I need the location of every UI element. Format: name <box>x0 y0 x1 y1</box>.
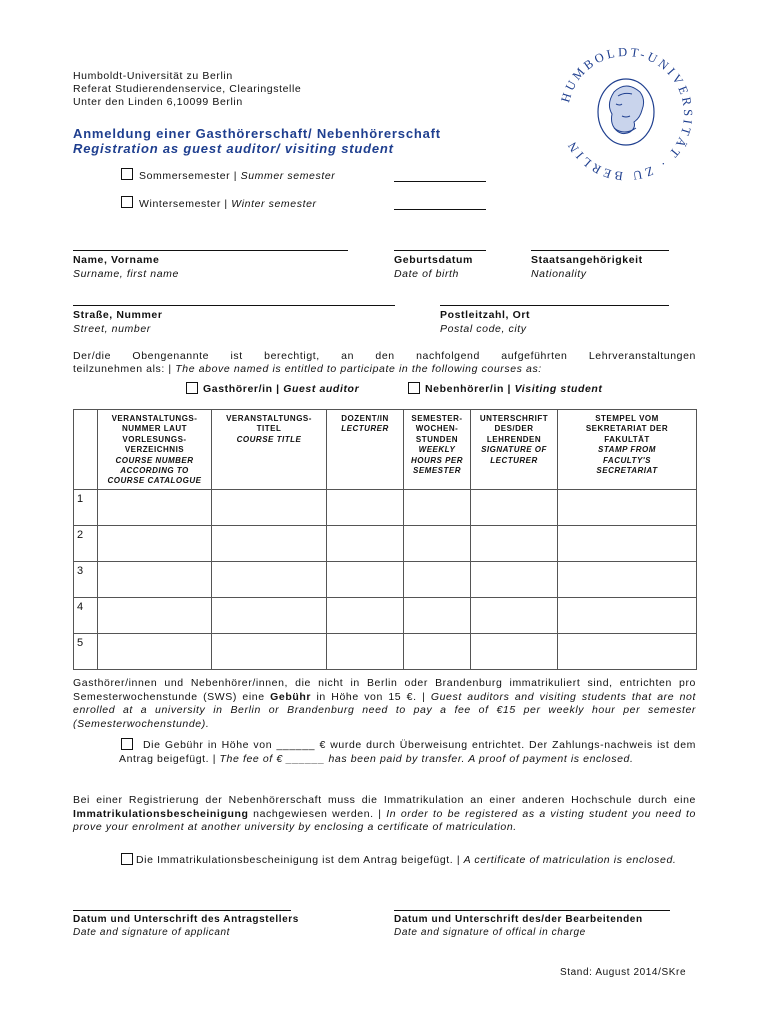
course-title-cell[interactable] <box>212 598 327 634</box>
faculty-stamp-cell[interactable] <box>558 598 697 634</box>
nationality-label-de: Staatsangehörigkeit <box>531 254 643 266</box>
address-line-1: Humboldt-Universität zu Berlin <box>73 70 233 82</box>
official-signature-line[interactable] <box>394 910 670 911</box>
course-number-cell[interactable] <box>98 526 212 562</box>
fee-paid-label: Die Gebühr in Höhe von ______ € wurde durch Überweisung entrichtet. Der Zahlungs-nachweis ist dem Antrag beigefügt. | The fee of € ______ has been paid by transfer. A proof of payment is enclosed. <box>119 739 696 765</box>
street-label-de: Straße, Nummer <box>73 309 163 321</box>
postal-label-en: Postal code, city <box>440 323 527 335</box>
guest-auditor-checkbox[interactable] <box>186 382 198 394</box>
faculty-stamp-cell[interactable] <box>558 634 697 670</box>
table-header-course-number: VERANSTALTUNGS- NUMMER LAUT VORLESUNGS- VERZEICHNIS COURSE NUMBER ACCORDING TO COURSE CATALOGUE <box>98 410 212 490</box>
lecturer-signature-cell[interactable] <box>471 490 558 526</box>
postal-field[interactable] <box>440 305 669 306</box>
lecturer-signature-cell[interactable] <box>471 598 558 634</box>
courses-table <box>73 409 697 670</box>
name-field[interactable] <box>73 250 348 251</box>
visiting-student-checkbox[interactable] <box>408 382 420 394</box>
street-label-en: Street, number <box>73 323 151 335</box>
faculty-stamp-cell[interactable] <box>558 526 697 562</box>
svg-text:HUMBOLDT-UNIVERSITÄT · ZU BERL: HUMBOLDT-UNIVERSITÄT · ZU BERLIN <box>558 44 696 184</box>
address-line-3: Unter den Linden 6,10099 Berlin <box>73 96 243 108</box>
table-header-lecturer-signature: UNTERSCHRIFT DES/DER LEHRENDEN SIGNATURE OF LECTURER <box>471 410 558 490</box>
lecturer-cell[interactable] <box>327 634 404 670</box>
faculty-stamp-cell[interactable] <box>558 562 697 598</box>
matriculation-paragraph: Bei einer Registrierung der Nebenhörerschaft muss die Immatrikulation an einer anderen Hochschule durch eine Immatrikulationsbescheinigung nachgewiesen werden. | In order to be registered as a visting student you need to prove your enrolment at another university by enclosing a certificate of matriculation. <box>73 794 696 834</box>
visiting-student-label: Nebenhörer/in | Visiting student <box>425 383 603 395</box>
table-header-row <box>74 410 697 490</box>
table-header-weekly-hours: SEMESTER- WOCHEN- STUNDEN WEEKLY HOURS PER SEMESTER <box>404 410 471 490</box>
street-field[interactable] <box>73 305 395 306</box>
nationality-label-en: Nationality <box>531 268 587 280</box>
winter-semester-checkbox[interactable] <box>121 196 133 208</box>
row-number: 4 <box>74 598 98 634</box>
course-title-cell[interactable] <box>212 526 327 562</box>
weekly-hours-cell[interactable] <box>404 490 471 526</box>
table-row <box>74 634 697 670</box>
course-number-cell[interactable] <box>98 490 212 526</box>
row-number: 3 <box>74 562 98 598</box>
guest-auditor-label: Gasthörer/in | Guest auditor <box>203 383 360 395</box>
address-line-2: Referat Studierendenservice, Clearingstelle <box>73 83 302 95</box>
lecturer-cell[interactable] <box>327 598 404 634</box>
weekly-hours-cell[interactable] <box>404 598 471 634</box>
winter-semester-line[interactable] <box>394 209 486 210</box>
table-row <box>74 526 697 562</box>
official-signature-label-de: Datum und Unterschrift des/der Bearbeitenden <box>394 914 643 925</box>
postal-label-de: Postleitzahl, Ort <box>440 309 531 321</box>
table-row <box>74 490 697 526</box>
fee-paragraph: Gasthörer/innen und Nebenhörer/innen, die nicht in Berlin oder Brandenburg immatrikuliert sind, entrichten pro Semesterwochenstunde (SWS) eine Gebühr in Höhe von 15 €. | Guest auditors and visiting students that are not enrolled at a university in Berlin or Brandenburg need to pay a fee of €15 per weekly hour per semester (Semesterwochenstunde). <box>73 677 696 730</box>
official-signature-label-en: Date and signature of offical in charge <box>394 927 586 938</box>
course-number-cell[interactable] <box>98 562 212 598</box>
summer-semester-label: Sommersemester | Summer semester <box>139 170 336 182</box>
entitled-line-1: Der/die Obengenannte ist berechtigt, an den nachfolgend aufgeführten Lehrveranstaltungen <box>73 350 696 362</box>
nationality-field[interactable] <box>531 250 669 251</box>
course-title-cell[interactable] <box>212 490 327 526</box>
summer-semester-line[interactable] <box>394 181 486 182</box>
birthdate-label-en: Date of birth <box>394 268 459 280</box>
winter-semester-label: Wintersemester | Winter semester <box>139 198 317 210</box>
name-label-en: Surname, first name <box>73 268 179 280</box>
applicant-signature-label-de: Datum und Unterschrift des Antragstellers <box>73 914 299 925</box>
university-seal-logo <box>556 44 696 184</box>
course-number-cell[interactable] <box>98 634 212 670</box>
row-number: 1 <box>74 490 98 526</box>
table-header-lecturer: DOZENT/IN LECTURER <box>327 410 404 490</box>
form-title-de: Anmeldung einer Gasthörerschaft/ Nebenhörerschaft <box>73 126 441 141</box>
course-title-cell[interactable] <box>212 634 327 670</box>
weekly-hours-cell[interactable] <box>404 526 471 562</box>
table-header-faculty-stamp: STEMPEL VOM SEKRETARIAT DER FAKULTÄT STAMP FROM FACULTY'S SECRETARIAT <box>558 410 697 490</box>
course-number-cell[interactable] <box>98 598 212 634</box>
summer-semester-checkbox[interactable] <box>121 168 133 180</box>
lecturer-signature-cell[interactable] <box>471 634 558 670</box>
birthdate-label-de: Geburtsdatum <box>394 254 473 266</box>
matriculation-enclosed-label: Die Immatrikulationsbescheinigung ist dem Antrag beigefügt. | A certificate of matriculation is enclosed. <box>136 854 677 866</box>
table-row <box>74 598 697 634</box>
weekly-hours-cell[interactable] <box>404 562 471 598</box>
applicant-signature-label-en: Date and signature of applicant <box>73 927 231 938</box>
lecturer-signature-cell[interactable] <box>471 526 558 562</box>
lecturer-signature-cell[interactable] <box>471 562 558 598</box>
course-title-cell[interactable] <box>212 562 327 598</box>
lecturer-cell[interactable] <box>327 562 404 598</box>
row-number: 5 <box>74 634 98 670</box>
birthdate-field[interactable] <box>394 250 486 251</box>
lecturer-cell[interactable] <box>327 526 404 562</box>
weekly-hours-cell[interactable] <box>404 634 471 670</box>
row-number: 2 <box>74 526 98 562</box>
form-title-en: Registration as guest auditor/ visiting student <box>73 141 394 156</box>
faculty-stamp-cell[interactable] <box>558 490 697 526</box>
lecturer-cell[interactable] <box>327 490 404 526</box>
version-footer: Stand: August 2014/SKre <box>560 967 687 978</box>
table-header-course-title: VERANSTALTUNGS- TITEL COURSE TITLE <box>212 410 327 490</box>
applicant-signature-line[interactable] <box>73 910 291 911</box>
entitled-line-2: teilzunehmen als: | The above named is entitled to participate in the following courses as: <box>73 363 542 375</box>
table-header-blank <box>74 410 98 490</box>
name-label-de: Name, Vorname <box>73 254 160 266</box>
table-row <box>74 562 697 598</box>
